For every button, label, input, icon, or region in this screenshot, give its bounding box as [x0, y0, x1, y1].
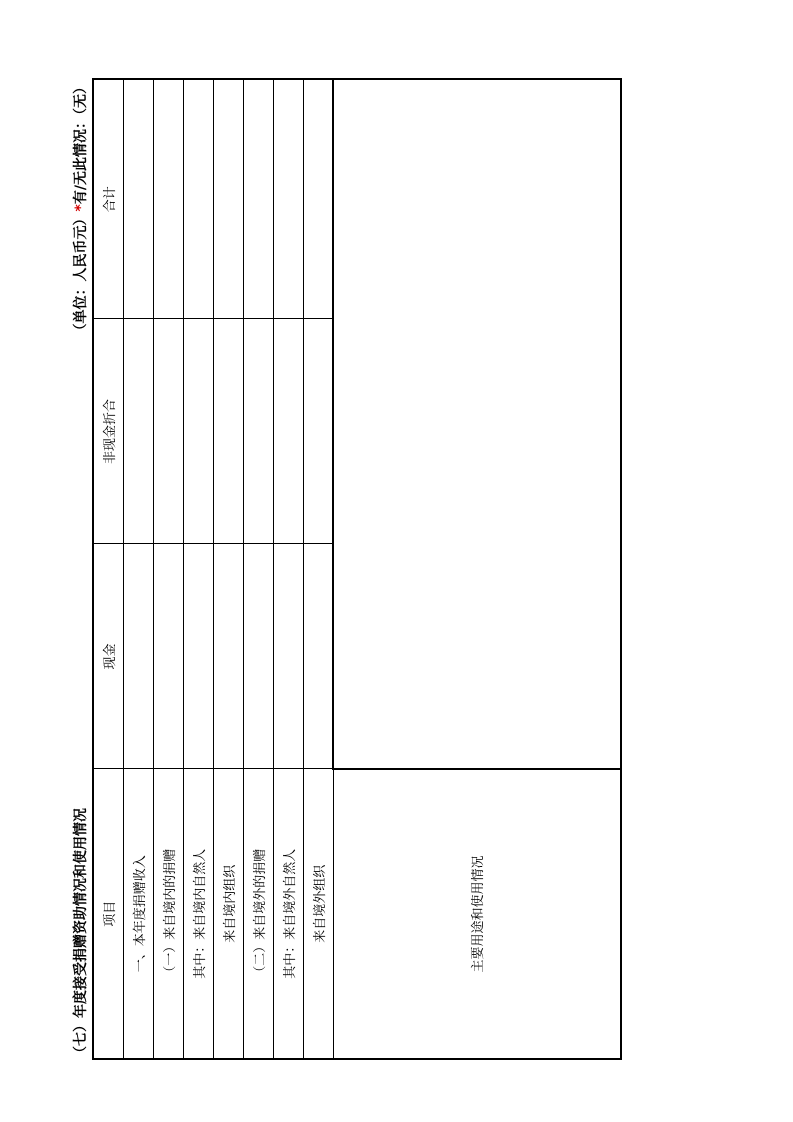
cash-cell[interactable]: [303, 544, 333, 769]
col-header-cash: 现金: [93, 544, 123, 769]
total-cell[interactable]: [213, 79, 243, 319]
cash-cell[interactable]: [153, 544, 183, 769]
table-row: [243, 79, 273, 1059]
row-label-foreign-org: 来自境外组织: [303, 769, 333, 1059]
col-header-item: 项目: [93, 769, 123, 1059]
row-label-foreign-person: 其中：来自境外自然人: [273, 769, 303, 1059]
total-cell[interactable]: [183, 79, 213, 319]
section-title: （七）年度接受捐赠资助情况和使用情况: [73, 808, 89, 1060]
col-header-noncash: 非现金折合: [93, 319, 123, 544]
total-cell[interactable]: [273, 79, 303, 319]
table-row: [273, 79, 303, 1059]
total-cell[interactable]: [123, 79, 153, 319]
usage-label: 主要用途和使用情况: [333, 769, 621, 1059]
unit-note: [70, 80, 92, 337]
noncash-cell[interactable]: [183, 319, 213, 544]
row-label-domestic-org: 来自境内组织: [213, 769, 243, 1059]
row-label-domestic: （一）来自境内的捐赠: [153, 769, 183, 1059]
noncash-cell[interactable]: [213, 319, 243, 544]
table-row: [183, 79, 213, 1059]
rotated-page: [70, 80, 630, 1060]
row-label-foreign: （二）来自境外的捐赠: [243, 769, 273, 1059]
row-label-total-income: 一、本年度捐赠收入: [123, 769, 153, 1059]
usage-content[interactable]: [333, 79, 621, 769]
total-cell[interactable]: [243, 79, 273, 319]
cash-cell[interactable]: [273, 544, 303, 769]
col-header-total: 合计: [93, 79, 123, 319]
noncash-cell[interactable]: [153, 319, 183, 544]
required-star: *: [73, 204, 89, 212]
table-row: [153, 79, 183, 1059]
total-cell[interactable]: [303, 79, 333, 319]
row-label-domestic-person: 其中：来自境内自然人: [183, 769, 213, 1059]
usage-row: [333, 79, 621, 1059]
header-row: [93, 79, 123, 1059]
cash-cell[interactable]: [243, 544, 273, 769]
cash-cell[interactable]: [183, 544, 213, 769]
cash-cell[interactable]: [123, 544, 153, 769]
unit-prefix: （单位：人民币元）: [73, 211, 89, 338]
cash-cell[interactable]: [213, 544, 243, 769]
table-row: [123, 79, 153, 1059]
donation-table: [92, 78, 622, 1060]
noncash-cell[interactable]: [303, 319, 333, 544]
noncash-cell[interactable]: [273, 319, 303, 544]
table-row: [303, 79, 333, 1059]
noncash-cell[interactable]: [243, 319, 273, 544]
table-row: [213, 79, 243, 1059]
total-cell[interactable]: [153, 79, 183, 319]
unit-suffix: 有/无此情况：（无）: [73, 80, 89, 205]
noncash-cell[interactable]: [123, 319, 153, 544]
